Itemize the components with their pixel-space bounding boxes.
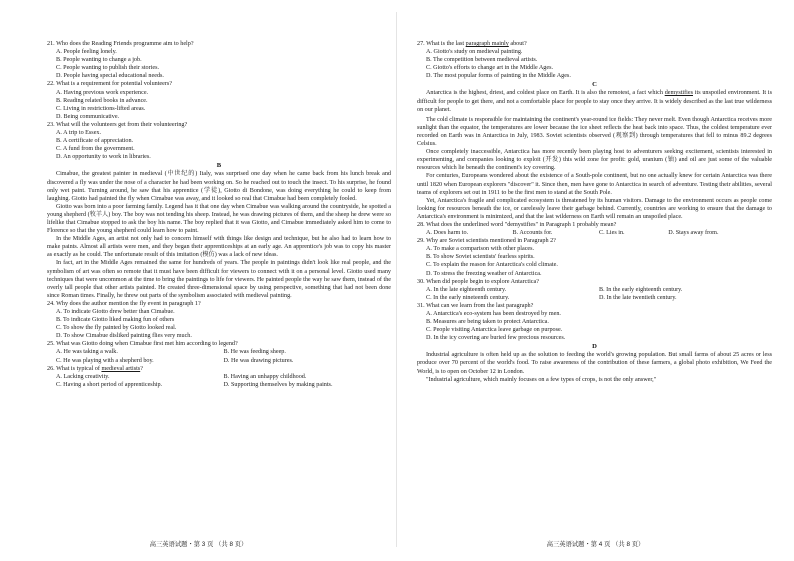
passage-b-paragraph-3: In the Middle Ages, an artist not only had to concern himself with things like design and technique, but he also had to learn how to make paints. Almost all artists were men, and they began their apprenticeships at an early age. An apprentice's job was to copy his master as exactly as he could. The unfortunate result of this imitation (模仿) was a lack of new ideas. xyxy=(47,236,391,259)
passage-b-paragraph-2: Giotto was born into a poor farming family. Legend has it that one day when Cimabue was walking around the countryside, he spotted a young shepherd (牧羊人) boy. The boy was not tending his sheep. Instead, he was drawing pictures of them, and the sheep he drew were so lifelike that Cimabue stopped to ask the boy his name. The boy replied that it was Giotto, and Cimabue immediately asked him to come to Florence so that the young shepherd could learn how to paint. xyxy=(47,203,391,235)
q27-option-b: B. The competition between medieval artists. xyxy=(426,57,538,64)
q26-stem-end: ? xyxy=(140,365,143,372)
q23-option-a: A. A trip to Essex. xyxy=(56,130,102,137)
passage-c-p1-text: Antarctica is the highest, driest, and coldest place on Earth. It is also the remotest, a fact which xyxy=(426,90,665,97)
q23-option-b: B. A certificate of appreciation. xyxy=(56,138,134,145)
q27-stem xyxy=(417,40,772,48)
page-footer: 高三英语试题・第 4 页 （共 8 页） xyxy=(546,541,645,548)
q24-option-a: A. To indicate Giotto drew better than Cimabue. xyxy=(56,309,175,315)
page-footer: 高三英语试题・第 3 页 （共 8 页） xyxy=(149,541,248,548)
q25-option-a: A. He was taking a walk. xyxy=(56,349,118,356)
q21-option-c: C. People wanting to publish their stories. xyxy=(56,65,160,72)
q30-option-d: D. In the late twentieth century. xyxy=(599,294,677,301)
q29-option-b: B. To show Soviet scientists' fearless spirits. xyxy=(426,254,535,261)
q26-underlined-phrase: medieval artists xyxy=(101,365,141,372)
q30-option-c: C. In the early nineteenth century. xyxy=(426,294,510,301)
q27-underlined-phrase: paragraph mainly xyxy=(465,41,509,47)
q22-option-b: B. Reading related books in advance. xyxy=(56,97,148,104)
q31-option-d: D. In the icy covering are buried few precious resources. xyxy=(426,335,566,342)
q24-stem: 24. Why does the author mention the fly event in paragraph 1? xyxy=(47,300,201,307)
passage-c-paragraph-2: The cold climate is responsible for maintaining the continent's year-round ice fields: They never melt. Even though Antarctica receives more sunlight than the equator, the temperatures are lower because the ice sheet reflects the heat back into space. Thus, the coldest temperature ever recorded on Earth was in Antarctica in July, 1983. Soviet scientists observed (观察到) through temperatures that fell to minus 89.2 degrees Celsius. xyxy=(417,116,772,148)
q22-option-c: C. Living in restrictions-lifted areas. xyxy=(56,105,146,112)
q29-option-a: A. To make a comparison with other places. xyxy=(426,246,535,253)
q21-option-a: A. People feeling lonely. xyxy=(56,49,117,56)
passage-d-paragraph-2: "Industrial agriculture, which mainly focuses on a few types of crops, is not the only answer," xyxy=(426,376,657,383)
q28-option-a: A. Does harm to. xyxy=(426,230,469,237)
q27-option-c: C. Giotto's efforts to change art in the Middle Ages. xyxy=(426,65,554,72)
q28-options-row xyxy=(417,229,772,237)
q25-option-d: D. He was drawing pictures. xyxy=(223,357,294,364)
q28-option-c: C. Lies in. xyxy=(599,230,625,237)
q24-option-c: C. To show the fly painted by Giotto looked real. xyxy=(56,325,177,332)
section-b-heading: B xyxy=(216,162,222,170)
q26-stem xyxy=(47,365,391,373)
q29-option-c: C. To explain the reason for Antarctica's cold climate. xyxy=(426,262,558,269)
underlined-word-demystifies: demystifies xyxy=(664,90,693,97)
q30-options-row-1 xyxy=(417,286,772,294)
q26-option-c: C. Having a short period of apprenticeship. xyxy=(56,381,163,388)
q22-stem: 22. What is a requirement for potential volunteers? xyxy=(47,81,173,88)
q24-option-d: D. To show Cimabue disliked painting flies very much. xyxy=(56,333,192,340)
section-c-heading: C xyxy=(592,81,597,89)
passage-c-p1-text-end: its unspoiled environment. It is difficult for people to get there, and not a comfortable place for people to stay once they arrive. It is widely described as the last true wilderness on our planet. xyxy=(417,90,772,113)
q29-option-d: D. To stress the freezing weather of Antarctica. xyxy=(426,270,542,277)
q31-option-b: B. Measures are being taken to protect Antarctica. xyxy=(426,319,549,326)
passage-b-paragraph-4: In fact, art in the Middle Ages remained the same for hundreds of years. The people in paintings didn't look like real people, and the symbolism of art was often so remote that it must have been difficult for viewers to connect with it on a personal level. Giotto used many techniques that were uncommon at the time to bring the paintings to life for viewers. He painted people the way he saw them, instead of the overly tall people that other artists painted. He created three-dimensional space by using perspective, something that had not been done since Roman times. Finally, he threw out parts of the symbolism associated with medieval painting. xyxy=(47,260,391,299)
q21-stem: 21. Who does the Reading Friends programme aim to help? xyxy=(47,41,194,47)
q26-options-row-2 xyxy=(47,381,391,389)
q28-option-d: D. Stays away from. xyxy=(668,230,719,237)
q30-option-a: A. In the late eighteenth century. xyxy=(426,286,507,293)
q25-options-row-2 xyxy=(47,357,391,365)
passage-c-paragraph-1 xyxy=(417,89,772,113)
passage-c-paragraph-3: Once completely inaccessible, Antarctica has more recently been playing host to adventurers seeking excitement, scientists interested in experimenting, and companies looking to exploit (开发) this wild zone for profit: gold, uranium (铀) and oil are just some of the valuable resources which lie beneath the continent's icy covering. xyxy=(417,149,772,172)
q24-option-b: B. To indicate Giotto liked making fun of others xyxy=(56,317,175,324)
q23-stem: 23. What will the volunteers get from their volunteering? xyxy=(47,121,188,128)
q26-options-row-1 xyxy=(47,373,391,381)
right-page xyxy=(397,0,794,561)
q21-option-d: D. People having special educational needs. xyxy=(56,73,164,80)
q23-option-c: C. A fund from the government. xyxy=(56,146,135,153)
q21-option-b: B. People wanting to change a job. xyxy=(56,57,142,64)
q26-option-b: B. Having an unhappy childhood. xyxy=(223,373,307,380)
passage-d-paragraph-1: Industrial agriculture is often held up as the solution to feeding the world's growing population. But small farms of about 25 acres or less produce over 70 percent of the world's food. To raise awareness of the contribution of these farmers, a global photo exhibition, We Feed the World, is to open on October 12 in London. xyxy=(417,352,772,375)
q22-option-a: A. Having previous work experience. xyxy=(56,89,149,96)
q26-option-a: A. Lacking creativity. xyxy=(56,373,110,380)
q26-option-d: D. Supporting themselves by making paints. xyxy=(223,381,333,388)
passage-b-paragraph-1: Cimabue, the greatest painter in medieval (中世纪的) Italy, was surprised one day when he came back from his lunch break and discovered a fly was under the nose of a character he had been working on. So he reached out to touch the insect. To his surprise, he found only wet paint. Turning around, he saw that his apprentice (学徒), Giotto di Bondone, was doing everything he could to keep from laughing. Giotto had painted the fly when Cimabue was away, and it looked so real that Cimabue had been completely fooled. xyxy=(47,171,391,202)
q31-stem: 31. What can we learn from the last paragraph? xyxy=(417,302,534,309)
q27-stem-text: 27. What is the last xyxy=(417,41,466,47)
q30-options-row-2 xyxy=(417,294,772,302)
q30-option-b: B. In the early eighteenth century. xyxy=(599,286,683,293)
q25-stem: 25. What was Giotto doing when Cimabue first met him according to legend? xyxy=(47,341,238,348)
q22-option-d: D. Being communicative. xyxy=(56,113,120,120)
q27-option-a: A. Giotto's study on medieval painting. xyxy=(426,49,523,56)
q27-stem-end: about? xyxy=(508,41,527,47)
passage-c-paragraph-5: Yet, Antarctica's fragile and complicated ecosystem is threatened by its human visitors. Damage to the environment occurs as people come looking for resources beneath the ice, or carelessly leave their garbage behind. Currently, countries are working to ensure that the damage to Antarctica's environment is minimized, and that the last wilderness on Earth will remain an unspoiled place. xyxy=(417,197,772,220)
q27-option-d: D. The most popular forms of painting in the Middle Ages. xyxy=(426,73,571,80)
q26-stem-text: 26. What is typical of xyxy=(47,365,102,372)
q25-option-c: C. He was playing with a shepherd boy. xyxy=(56,357,154,364)
passage-c-paragraph-4: For centuries, Europeans wondered about the existence of a South-pole continent, but no one actually knew for certain Antarctica was there until 1820 when European explorers "discover" it. Since then, men have gone to Antarctica in search of adventure. Testing their abilities, several teams of explorers set out in 1911 to be the first men to stand at the South Pole. xyxy=(417,173,772,196)
q28-option-b: B. Accounts for. xyxy=(512,230,553,237)
q30-stem: 30. When did people begin to explore Antarctica? xyxy=(417,278,539,285)
q28-stem: 28. What does the underlined word "demystifies" in Paragraph 1 probably mean? xyxy=(417,221,617,228)
q31-option-c: C. People visiting Antarctica leave garbage on purpose. xyxy=(426,327,563,334)
q23-option-d: D. An opportunity to work in libraries. xyxy=(56,154,151,161)
section-d-heading: D xyxy=(592,343,597,351)
q25-options-row-1 xyxy=(47,348,391,356)
q31-option-a: A. Antarctica's eco-system has been destroyed by men. xyxy=(426,311,561,317)
q25-option-b: B. He was feeding sheep. xyxy=(223,349,286,356)
q29-stem: 29. Why are Soviet scientists mentioned in Paragraph 2? xyxy=(417,238,556,245)
